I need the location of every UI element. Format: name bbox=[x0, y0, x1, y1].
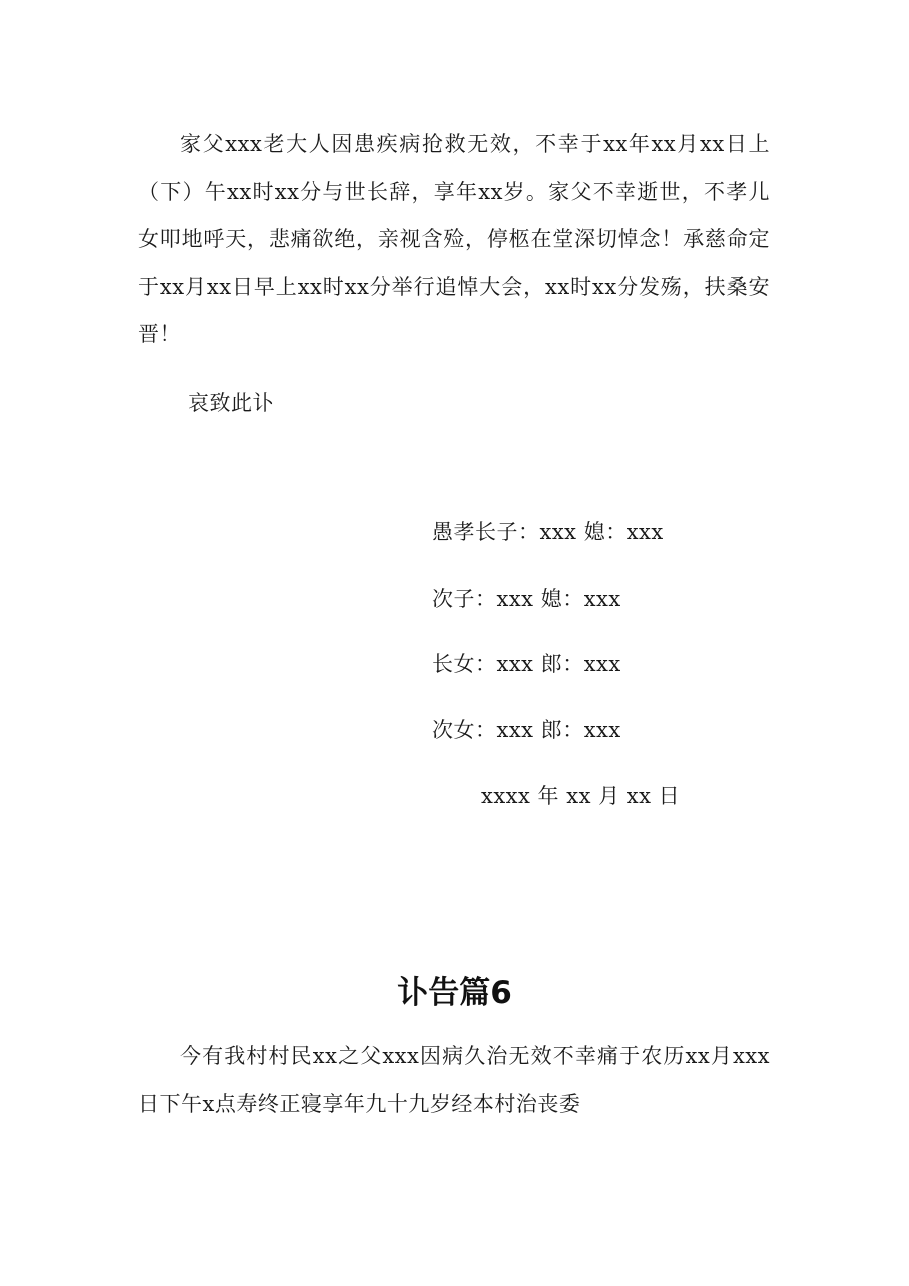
closing-line: 哀致此讣 bbox=[188, 391, 274, 415]
signature-eldest-daughter: 长女：xxx 郎：xxx bbox=[432, 652, 621, 676]
signature-second-daughter: 次女：xxx 郎：xxx bbox=[432, 718, 621, 742]
section-heading: 讣告篇6 bbox=[397, 975, 512, 1011]
obituary-paragraph: 家父xxx老大人因患疾病抢救无效，不幸于xx年xx月xx日上（下）午xx时xx分与世长辞，享年xx岁。家父不幸逝世，不孝儿女叩地呼天，悲痛欲绝，亲视含殓，停柩在堂深切悼念！承慈命定于xx月xx日早上xx时xx分举行追悼大会，xx时xx分发殇，扶桑安晋！ bbox=[138, 132, 770, 346]
obituary-paragraph-2: 今有我村村民xx之父xxx因病久治无效不幸痛于农历xx月xxx日下午x点寿终正寝享年九十九岁经本村治丧委 bbox=[138, 1044, 770, 1116]
signature-second-son: 次子：xxx 媳：xxx bbox=[432, 587, 621, 611]
date-line: xxxx 年 xx 月 xx 日 bbox=[481, 784, 681, 808]
signature-eldest-son: 愚孝长子：xxx 媳：xxx bbox=[432, 520, 664, 544]
